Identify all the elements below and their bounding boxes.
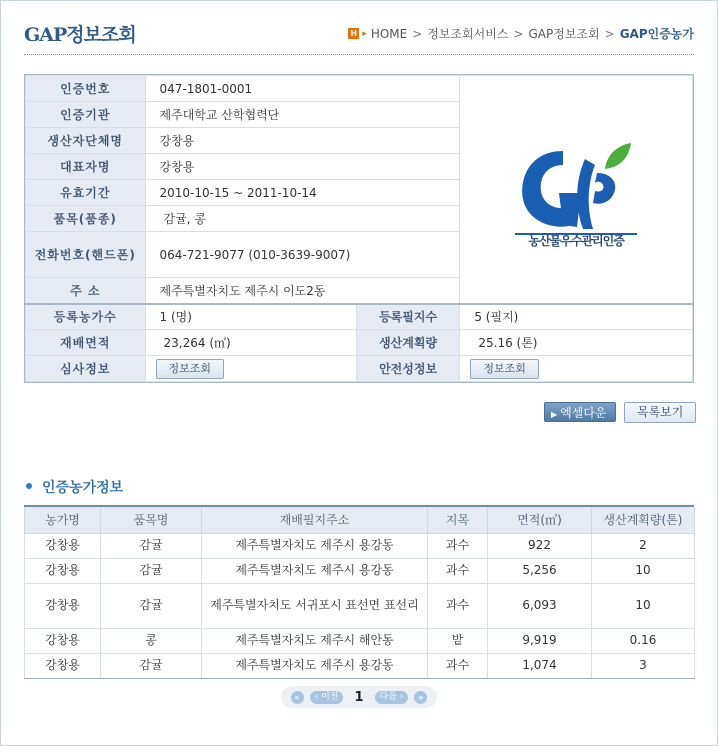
excel-download-button[interactable] bbox=[544, 402, 616, 422]
section-title: 인증농가정보 bbox=[42, 480, 124, 496]
breadcrumb-home[interactable]: HOME bbox=[370, 26, 408, 41]
column-header: 재배필지주소 bbox=[202, 507, 428, 533]
label-representative: 대표자명 bbox=[26, 154, 146, 180]
table-row bbox=[25, 653, 695, 678]
table-cell: 제주특별자치도 제주시 해안동 bbox=[202, 628, 428, 653]
breadcrumb-item-info-service[interactable]: 정보조회서비스 bbox=[427, 27, 509, 41]
table-cell: 과수 bbox=[428, 653, 488, 678]
breadcrumb bbox=[348, 25, 694, 42]
table-cell: 10 bbox=[592, 558, 695, 583]
table-row bbox=[25, 628, 695, 653]
breadcrumb-current: GAP인증농가 bbox=[619, 27, 694, 41]
farm-table bbox=[24, 505, 694, 679]
table-cell: 3 bbox=[592, 653, 695, 678]
breadcrumb-separator: > bbox=[412, 26, 423, 41]
table-cell: 6,093 bbox=[488, 583, 592, 628]
breadcrumb-item-gap-info[interactable]: GAP정보조회 bbox=[528, 27, 600, 41]
table-cell: 밭 bbox=[428, 628, 488, 653]
table-cell: 제주특별자치도 서귀포시 표선면 표선리 bbox=[202, 583, 428, 628]
label-review: 심사정보 bbox=[26, 356, 146, 382]
play-icon: ▶ bbox=[551, 410, 558, 419]
table-cell: 0.16 bbox=[592, 628, 695, 653]
table-cell: 제주특별자치도 제주시 용강동 bbox=[202, 653, 428, 678]
value-representative: 강창용 bbox=[145, 154, 460, 180]
table-cell: 감귤 bbox=[101, 653, 202, 678]
breadcrumb-separator: > bbox=[513, 26, 524, 41]
prev-page-button[interactable]: ‹ 이전 bbox=[310, 691, 344, 704]
logo-caption: 농산물우수관리인증 bbox=[528, 234, 624, 249]
last-page-button[interactable]: » bbox=[414, 691, 427, 704]
column-header: 농가명 bbox=[25, 507, 101, 533]
page-title: GAP정보조회 bbox=[24, 24, 136, 46]
table-cell: 922 bbox=[488, 533, 592, 558]
table-cell: 제주특별자치도 제주시 용강동 bbox=[202, 533, 428, 558]
table-cell: 10 bbox=[592, 583, 695, 628]
value-area: 23,264 (㎡) bbox=[145, 330, 356, 356]
table-cell: 감귤 bbox=[101, 533, 202, 558]
value-phone: 064-721-9077 (010-3639-9007) bbox=[145, 232, 460, 278]
next-page-button[interactable]: 다음 › bbox=[375, 691, 409, 704]
table-cell: 강창용 bbox=[25, 653, 101, 678]
value-farm-count: 1 (명) bbox=[145, 304, 356, 330]
table-cell: 과수 bbox=[428, 558, 488, 583]
review-cell bbox=[145, 356, 356, 382]
table-cell: 강창용 bbox=[25, 533, 101, 558]
list-view-button[interactable]: 목록보기 bbox=[624, 402, 696, 423]
label-product: 품목(품종) bbox=[26, 206, 146, 232]
table-cell: 과수 bbox=[428, 533, 488, 558]
safety-cell bbox=[460, 356, 693, 382]
table-row bbox=[25, 533, 695, 558]
table-row bbox=[25, 583, 695, 628]
table-cell: 5,256 bbox=[488, 558, 592, 583]
table-cell: 제주특별자치도 제주시 용강동 bbox=[202, 558, 428, 583]
label-phone: 전화번호(핸드폰) bbox=[26, 232, 146, 278]
table-cell: 감귤 bbox=[101, 558, 202, 583]
bullet-icon bbox=[26, 483, 32, 489]
current-page-number[interactable]: 1 bbox=[354, 689, 364, 705]
gap-logo-icon bbox=[501, 129, 651, 249]
excel-download-label: 엑셀다운 bbox=[560, 406, 607, 420]
value-group-name: 강창용 bbox=[145, 128, 460, 154]
table-cell: 과수 bbox=[428, 583, 488, 628]
table-cell: 9,919 bbox=[488, 628, 592, 653]
column-header: 지목 bbox=[428, 507, 488, 533]
label-group-name: 생산자단체명 bbox=[26, 128, 146, 154]
table-cell: 감귤 bbox=[101, 583, 202, 628]
table-cell: 강창용 bbox=[25, 628, 101, 653]
pagination bbox=[281, 686, 437, 708]
table-cell: 강창용 bbox=[25, 583, 101, 628]
label-area: 재배면적 bbox=[26, 330, 146, 356]
column-header: 품목명 bbox=[101, 507, 202, 533]
label-plan-amount: 생산계획량 bbox=[356, 330, 460, 356]
safety-info-button[interactable]: 정보조회 bbox=[470, 359, 539, 379]
value-address: 제주특별자치도 제주시 이도2동 bbox=[145, 278, 460, 304]
table-cell: 1,074 bbox=[488, 653, 592, 678]
value-cert-no: 047-1801-0001 bbox=[145, 76, 460, 102]
value-valid-period: 2010-10-15 ~ 2011-10-14 bbox=[145, 180, 460, 206]
label-safety: 안전성정보 bbox=[356, 356, 460, 382]
title-divider bbox=[24, 54, 694, 55]
first-page-button[interactable]: « bbox=[291, 691, 304, 704]
gap-logo bbox=[460, 76, 693, 304]
label-farm-count: 등록농가수 bbox=[26, 304, 146, 330]
value-parcel-count: 5 (필지) bbox=[460, 304, 693, 330]
breadcrumb-separator: > bbox=[604, 26, 615, 41]
table-cell: 강창용 bbox=[25, 558, 101, 583]
review-info-button[interactable]: 정보조회 bbox=[156, 359, 225, 379]
table-row bbox=[25, 558, 695, 583]
value-product: 감귤, 콩 bbox=[145, 206, 460, 232]
value-cert-org: 제주대학교 산학협력단 bbox=[145, 102, 460, 128]
home-icon: H bbox=[348, 28, 359, 39]
table-cell: 2 bbox=[592, 533, 695, 558]
label-address: 주 소 bbox=[26, 278, 146, 304]
label-cert-no: 인증번호 bbox=[26, 76, 146, 102]
table-cell: 콩 bbox=[101, 628, 202, 653]
label-valid-period: 유효기간 bbox=[26, 180, 146, 206]
label-cert-org: 인증기관 bbox=[26, 102, 146, 128]
certification-info-table bbox=[24, 74, 694, 383]
value-plan-amount: 25.16 (톤) bbox=[460, 330, 693, 356]
column-header: 생산계획량(톤) bbox=[592, 507, 695, 533]
label-parcel-count: 등록필지수 bbox=[356, 304, 460, 330]
column-header: 면적(㎡) bbox=[488, 507, 592, 533]
arrow-icon: ▸ bbox=[362, 28, 367, 39]
